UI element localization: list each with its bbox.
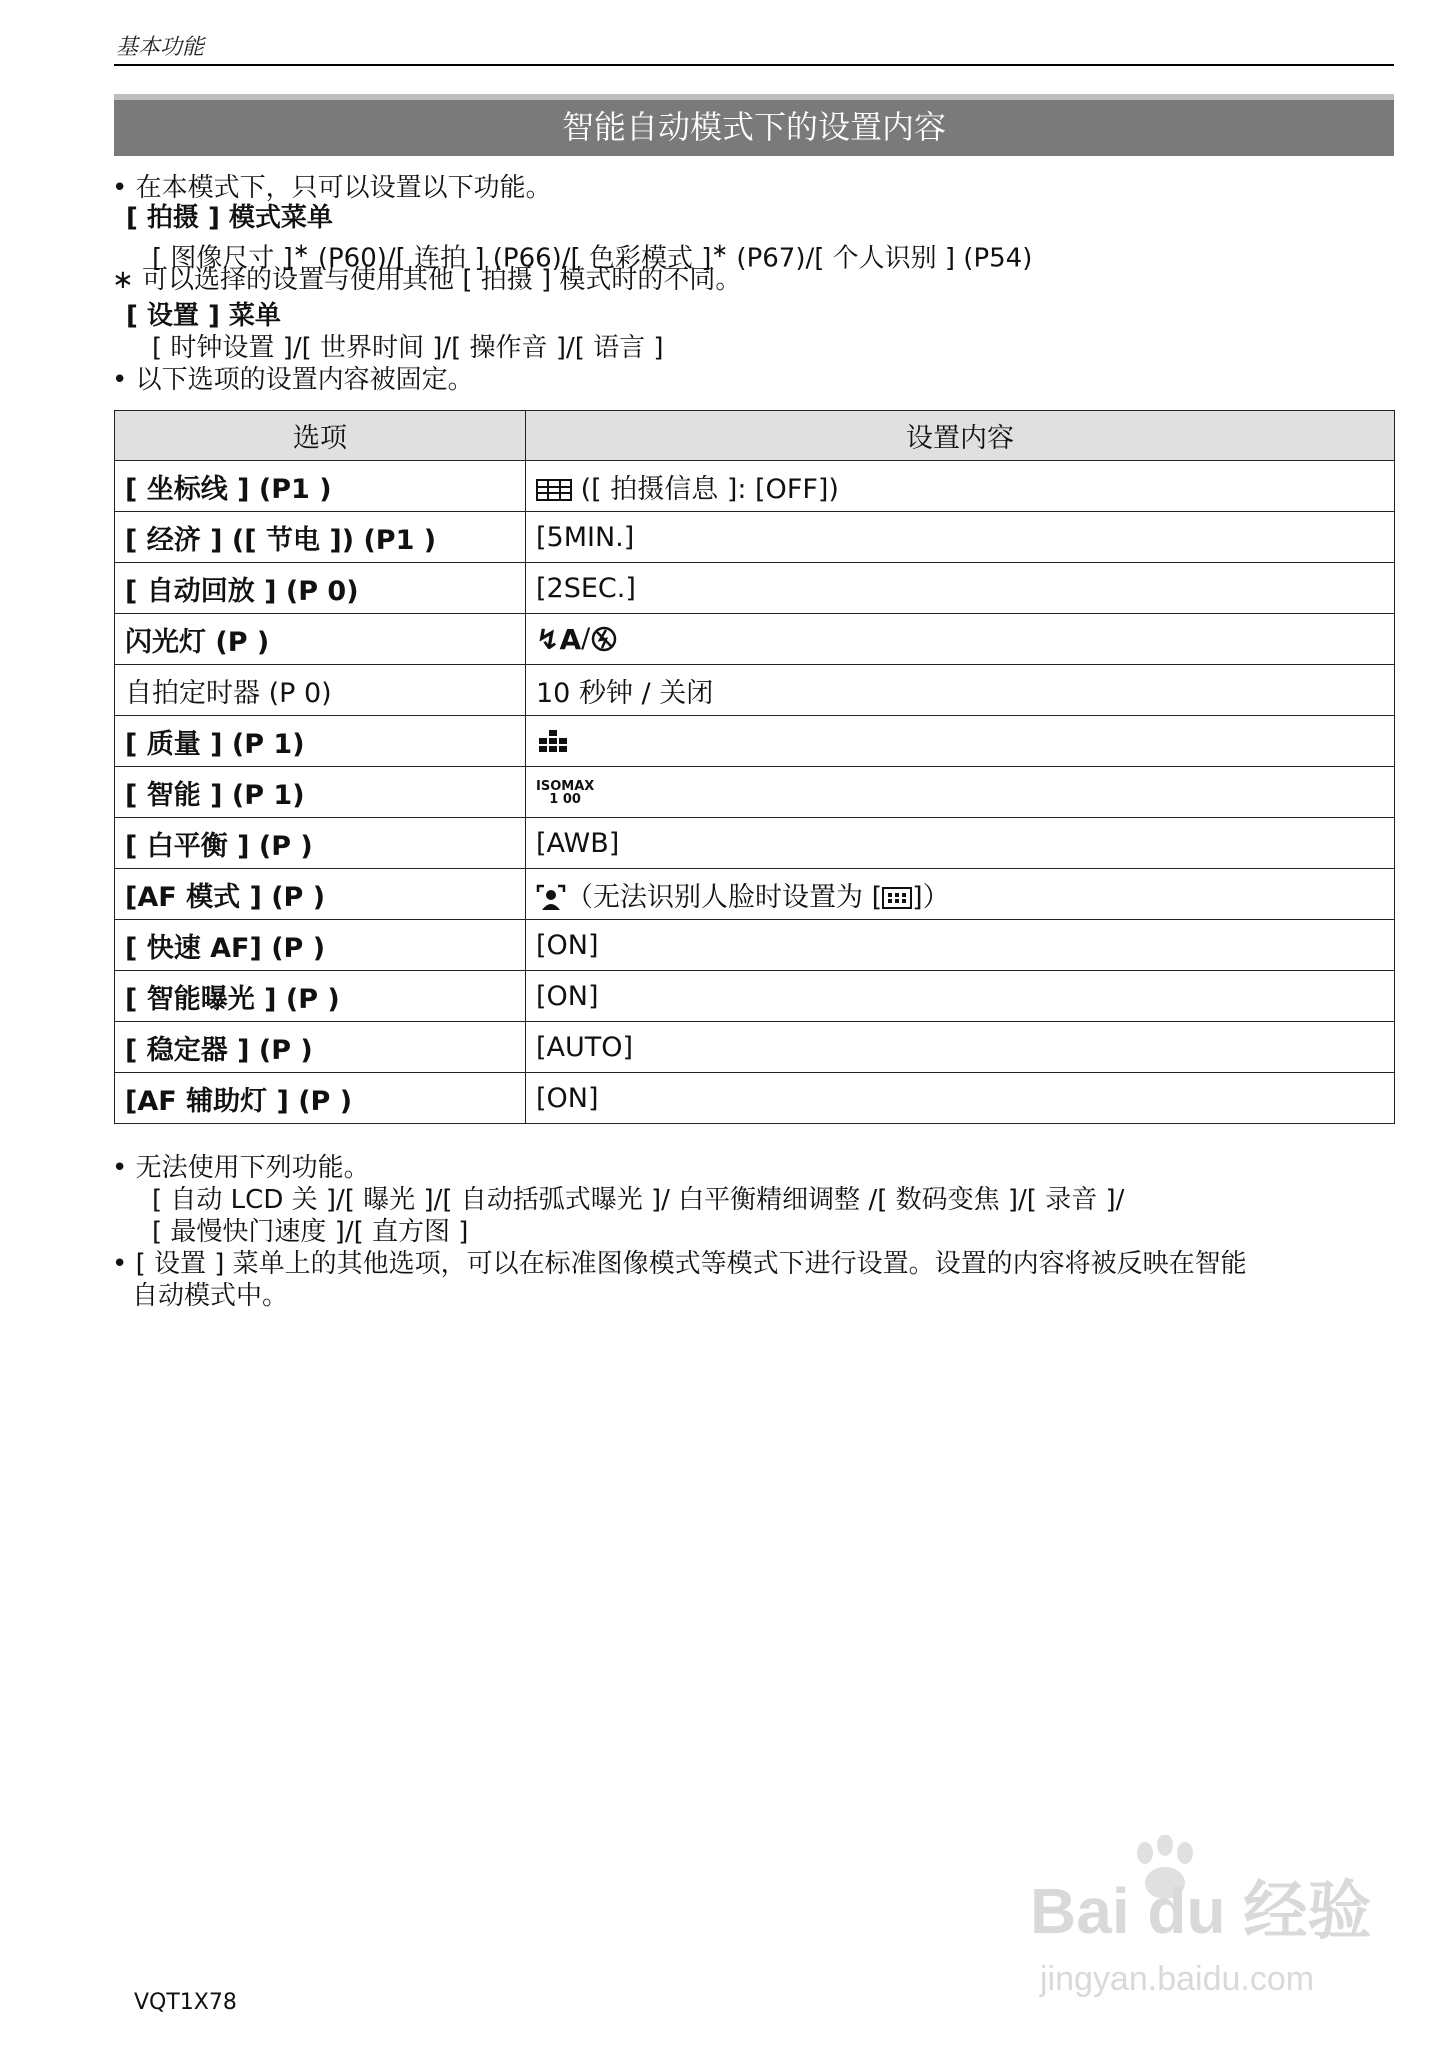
row-value-tail: ]） bbox=[912, 881, 950, 913]
table-row bbox=[115, 461, 1395, 512]
asterisk-mark: ∗ bbox=[292, 238, 310, 262]
table-row bbox=[115, 920, 1395, 971]
row-item: [ 质量 ] (P 1) bbox=[115, 716, 526, 767]
disabled-functions-line-2: [ 最慢快门速度 ]/[ 直方图 ] bbox=[152, 1217, 469, 1247]
row-item: 闪光灯 (P ) bbox=[115, 614, 526, 665]
col-header-value: 设置内容 bbox=[526, 411, 1395, 461]
row-value: [AWB] bbox=[526, 818, 1395, 869]
watermark-brand: Bai du 经验 bbox=[1030, 1875, 1372, 1947]
grid-icon bbox=[536, 478, 572, 502]
row-item: [ 坐标线 ] (P1 ) bbox=[115, 461, 526, 512]
rec-menu-items-b: (P60)/[ 连拍 ] (P66)/[ 色彩模式 ] bbox=[309, 243, 712, 274]
intro-bullet-1: • 在本模式下，只可以设置以下功能。 bbox=[112, 173, 552, 203]
settings-table bbox=[114, 410, 1395, 1124]
row-value bbox=[526, 461, 1395, 512]
table-row bbox=[115, 818, 1395, 869]
table-row bbox=[115, 869, 1395, 920]
row-value: [ON] bbox=[526, 920, 1395, 971]
rec-menu-items-c: (P67)/[ 个人识别 ] (P54) bbox=[728, 243, 1033, 274]
multi-area-af-icon bbox=[882, 887, 912, 909]
row-item: [ 白平衡 ] (P ) bbox=[115, 818, 526, 869]
row-value: [ON] bbox=[526, 1073, 1395, 1124]
after-bullet-4-line-1: • [ 设置 ] 菜单上的其他选项，可以在标准图像模式等模式下进行设置。设置的内容将被反映在智能 bbox=[112, 1249, 1247, 1279]
col-header-item: 选项 bbox=[115, 411, 526, 461]
row-value: [5MIN.] bbox=[526, 512, 1395, 563]
table-row bbox=[115, 716, 1395, 767]
row-value: [ON] bbox=[526, 971, 1395, 1022]
page-title: 智能自动模式下的设置内容 bbox=[114, 94, 1394, 156]
asterisk-mark: ∗ bbox=[711, 238, 729, 262]
rec-menu-items-a: [ 图像尺寸 ] bbox=[152, 243, 293, 274]
row-item: 自拍定时器 (P 0) bbox=[115, 665, 526, 716]
table-row bbox=[115, 665, 1395, 716]
row-value: [AUTO] bbox=[526, 1022, 1395, 1073]
row-value-text: / bbox=[581, 622, 591, 654]
model-code: VQT1X78 bbox=[134, 1990, 237, 2015]
row-value bbox=[526, 767, 1395, 818]
row-value-text: ([ 拍摄信息 ]: [OFF]) bbox=[572, 473, 839, 505]
disabled-functions-line-1: [ 自动 LCD 关 ]/[ 曝光 ]/[ 自动括弧式曝光 ]/ 白平衡精细调整 /[ 数码变焦 ]/[ 录音 ]/ bbox=[152, 1185, 1125, 1215]
table-row bbox=[115, 767, 1395, 818]
row-item: [AF 模式 ] (P ) bbox=[115, 869, 526, 920]
section-label: 基本功能 bbox=[116, 35, 205, 60]
row-item: [ 快速 AF] (P ) bbox=[115, 920, 526, 971]
asterisk-note: ∗ 可以选择的设置与使用其他 [ 拍摄 ] 模式时的不同。 bbox=[112, 265, 742, 295]
row-item: [ 经济 ] ([ 节电 ]) (P1 ) bbox=[115, 512, 526, 563]
table-row bbox=[115, 512, 1395, 563]
row-value bbox=[526, 716, 1395, 767]
iso-max-icon: ISOMAX 1 00 bbox=[536, 779, 595, 807]
table-row bbox=[115, 563, 1395, 614]
table-row bbox=[115, 1022, 1395, 1073]
after-bullet-4-line-2: 自动模式中。 bbox=[132, 1281, 289, 1311]
row-item: [ 稳定器 ] (P ) bbox=[115, 1022, 526, 1073]
row-value: 10 秒钟 / 关闭 bbox=[526, 665, 1395, 716]
face-detect-icon bbox=[536, 884, 566, 912]
table-row bbox=[115, 971, 1395, 1022]
row-item: [AF 辅助灯 ] (P ) bbox=[115, 1073, 526, 1124]
intro-bullet-2: • 以下选项的设置内容被固定。 bbox=[112, 365, 474, 395]
table-row bbox=[115, 614, 1395, 665]
setup-menu-label: [ 设置 ] 菜单 bbox=[126, 301, 281, 331]
row-item: [ 自动回放 ] (P 0) bbox=[115, 563, 526, 614]
table-header-row bbox=[115, 411, 1395, 461]
header-rule bbox=[114, 64, 1394, 66]
row-value: [2SEC.] bbox=[526, 563, 1395, 614]
after-bullet-3: • 无法使用下列功能。 bbox=[112, 1153, 370, 1183]
rec-menu-label: [ 拍摄 ] 模式菜单 bbox=[126, 203, 333, 233]
row-item: [ 智能曝光 ] (P ) bbox=[115, 971, 526, 1022]
flash-auto-icon: ↯A bbox=[536, 622, 582, 656]
flash-off-icon bbox=[590, 625, 618, 653]
setup-menu-items: [ 时钟设置 ]/[ 世界时间 ]/[ 操作音 ]/[ 语言 ] bbox=[152, 333, 664, 363]
row-value bbox=[526, 614, 1395, 665]
watermark-url: jingyan.baidu.com bbox=[1040, 1960, 1315, 1998]
table-row bbox=[115, 1073, 1395, 1124]
row-value-text: （无法识别人脸时设置为 [ bbox=[566, 881, 883, 913]
quality-fine-icon bbox=[536, 729, 570, 755]
row-value bbox=[526, 869, 1395, 920]
row-item: [ 智能 ] (P 1) bbox=[115, 767, 526, 818]
